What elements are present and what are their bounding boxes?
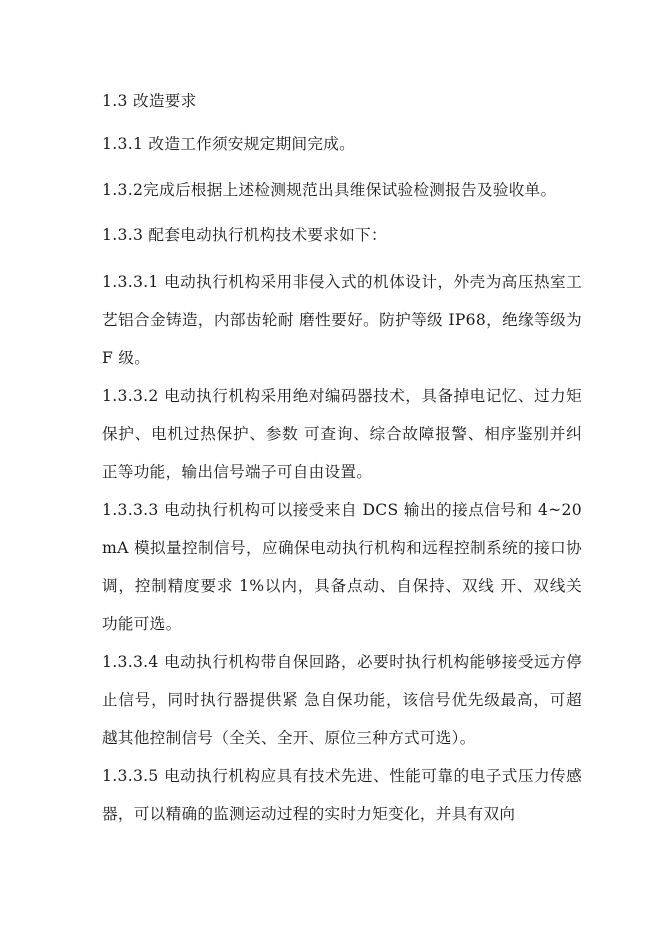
paragraph-1-3-3-1: 1.3.3.1 电动执行机构采用非侵入式的机体设计，外壳为高压热室工艺铝合金铸造，内部齿轮耐 磨性要好。防护等级 IP68，绝缘等级为 F 级。 <box>102 273 582 367</box>
section-heading: 1.3 改造要求 <box>102 92 197 110</box>
paragraph-1-3-3-2: 1.3.3.2 电动执行机构采用绝对编码器技术，具备掉电记忆、过力矩保护、电机过热保护、参数 可查询、综合故障报警、相序鉴别并纠正等功能，输出信号端子可自由设置。 <box>102 387 582 481</box>
paragraph-1-3-1: 1.3.1 改造工作须安规定期间完成。 <box>102 135 356 153</box>
paragraph-1-3-3-4: 1.3.3.4 电动执行机构带自保回路，必要时执行机构能够接受远方停止信号，同时执行器提供紧 急自保功能，该信号优先级最高，可超越其他控制信号（全关、全开、原位三种方式可选）。 <box>102 653 582 747</box>
paragraph-1-3-3: 1.3.3 配套电动执行机构技术要求如下： <box>102 226 387 244</box>
paragraph-1-3-2: 1.3.2完成后根据上述检测规范出具维保试验检测报告及验收单。 <box>102 181 557 199</box>
paragraph-1-3-3-3: 1.3.3.3 电动执行机构可以接受来自 DCS 输出的接点信号和 4~20mA 模拟量控制信号，应确保电动执行机构和远程控制系统的接口协调，控制精度要求 1%以内，具备点动、自保持、双线 开、双线关功能可选。 <box>102 501 582 633</box>
paragraph-1-3-3-5: 1.3.3.5 电动执行机构应具有技术先进、性能可靠的电子式压力传感器，可以精确的监测运动过程的实时力矩变化，并具有双向 <box>102 767 582 823</box>
